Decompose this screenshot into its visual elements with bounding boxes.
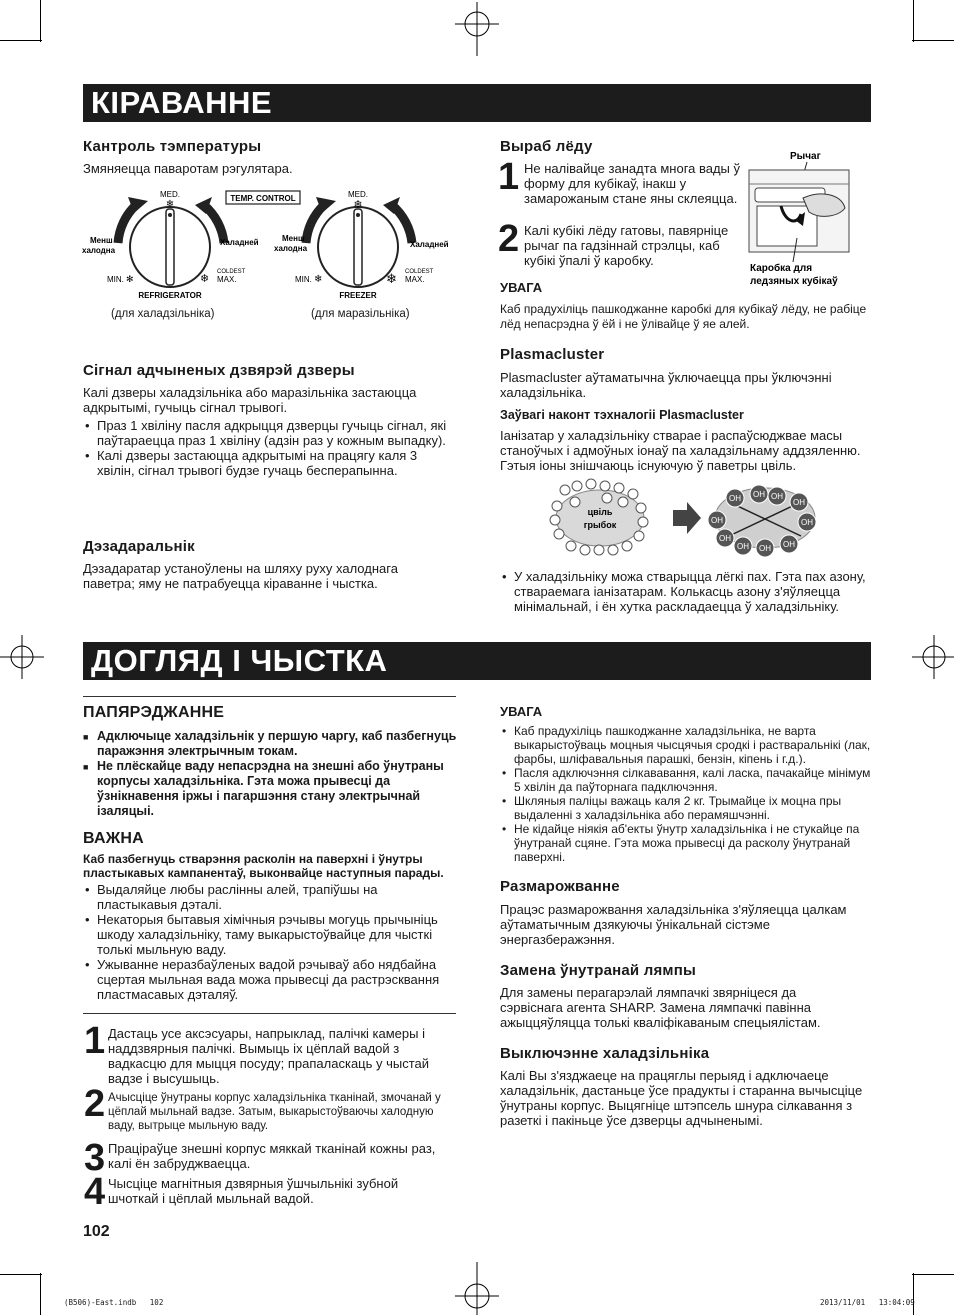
list-item: • Пасля адключэння сілкававання, калі ласка, пачакайце мінімум 5 хвілін да паўторнага падключэння. <box>500 766 874 794</box>
important-list <box>83 882 459 1002</box>
dial-med-label: MED. <box>160 190 180 199</box>
print-file-label: (B506)-East.indb 102 <box>64 1298 164 1307</box>
crop-mark <box>912 1274 954 1275</box>
dial-max-label: MAX. <box>217 275 237 284</box>
registration-mark-right <box>912 630 954 684</box>
crop-mark <box>40 0 41 42</box>
dial-coldest-label: COLDEST <box>217 269 246 275</box>
list-item: • Каб прадухіліць пашкоджанне халадзільніка, не варта выкарыстоўваць моцныя чысцячыя сродкі і растваральнікі (лак, фарбы, шліфавальныя парашкі, бензін, кіпень і г.д.). <box>500 724 874 766</box>
section-banner-usage <box>83 84 871 122</box>
registration-mark-left <box>0 630 44 684</box>
registration-mark-top <box>450 2 504 56</box>
list-item: ■ Адключыце халадзільнік у першую чаргу, каб пазбегнуць паражэння электрычным токам. <box>83 729 457 759</box>
section-title: КІРАВАННЕ <box>91 85 273 120</box>
important-heading: ВАЖНА <box>83 830 144 847</box>
warning-list <box>83 729 457 819</box>
lever-label: Рычаг <box>790 151 821 162</box>
ion-label: OH <box>783 540 795 549</box>
step-number: 4 <box>84 1171 106 1213</box>
cleaning-step-1-text: Дастаць усе аксэсуары, напрыклад, палічкі камеры і наддзвярныя палічкі. Вымыць іх цёплай вадой з вадкасцю для мыцця посуду; прапаласкаць у чыстай вадзе і высушыць. <box>108 1026 430 1086</box>
dial-med-label: MED. <box>348 190 368 199</box>
care-caution-list <box>500 724 874 864</box>
dial-min-label: MIN. <box>295 275 312 284</box>
ice-heading: Выраб лёду <box>500 138 593 155</box>
mold-cluster <box>550 479 648 555</box>
list-item: • Не кідайце ніякія аб'екты ўнутр халадзільніка і не стукайце па ўнутранай сцяне. Гэта можа прывесці да расколу ўнутранай паверхні. <box>500 822 874 864</box>
freezer-label: FREEZER <box>339 291 377 300</box>
temp-control-label: TEMP. CONTROL <box>230 194 296 203</box>
ice-caution-heading: УВАГА <box>500 280 543 295</box>
crop-mark <box>40 1273 41 1315</box>
ion-label: OH <box>793 498 805 507</box>
dial-coldest-label: COLDEST <box>405 269 434 275</box>
ice-box-label: Каробка для <box>750 263 813 274</box>
print-timestamp: 2013/11/01 13:04:09 <box>820 1298 915 1307</box>
snowflake-icon: ❄ <box>386 271 397 286</box>
deodorizer-text: Дэзадаратар устаноўлены на шляху руху халоднага паветра; яму не патрабуецца кіраванне і чыстка. <box>83 561 398 591</box>
list-item: • Праз 1 хвіліну пасля адкрыцця дзверцы гучыць сігнал, які паўтараецца праз 1 хвіліну (адзін раз у кожным выпадку). <box>83 418 455 448</box>
ion-label: OH <box>771 492 783 501</box>
lamp-heading: Замена ўнутранай лямпы <box>500 962 696 979</box>
colder-label: Халадней <box>220 238 259 247</box>
list-item: • Ужыванне неразбаўленых вадой рэчываў або нядбайна сцертая мыльная вада можа прывесці да растрэсквання пластмасавых дэталяў. <box>83 957 459 1002</box>
ice-maker-illustration <box>745 150 870 290</box>
freezer-dial <box>274 190 449 300</box>
crop-mark <box>0 1274 42 1275</box>
defrost-text: Працэс размарожвання халадзільніка з'яўляецца цалкам аўтаматычным дзякуючы ўнікальнай сістэме энергазберажэння. <box>500 902 847 947</box>
ice-step-2-text: Калі кубікі лёду гатовы, павярніце рычаг па гадзіннай стрэлцы, каб кубікі ўпалі ў каробку. <box>524 223 729 268</box>
section-title: ДОГЛЯД І ЧЫСТКА <box>91 643 388 678</box>
cleaning-step-3-text: Праціраўце знешні корпус мяккай тканінай кожны раз, калі ён забруджваецца. <box>108 1141 436 1171</box>
deodorizer-heading: Дэзадаральнік <box>83 538 195 555</box>
door-alarm-list <box>83 418 455 478</box>
step-number: 1 <box>84 1020 106 1062</box>
ion-label: OH <box>719 534 731 543</box>
step-number: 3 <box>84 1137 106 1179</box>
colder-label: Халадней <box>410 240 449 249</box>
less-cold-label: халодна <box>274 244 308 253</box>
section-banner-care <box>83 642 871 680</box>
plasmacluster-list <box>500 569 870 614</box>
ion-label: OH <box>801 518 813 527</box>
fridge-dial-caption: (для халадзільніка) <box>111 308 215 320</box>
cleaning-step-2-text: Ачысціце ўнутраны корпус халадзільніка тканінай, змочанай у цёплай мыльнай вадзе. Затым, выкарыстоўваючы халодную ваду, вытрыце мыльную ваду. <box>108 1092 441 1132</box>
fungus-label: грыбок <box>583 520 617 530</box>
dial-min-label: MIN. <box>107 275 124 284</box>
registration-mark-bottom <box>450 1262 504 1315</box>
crop-mark <box>0 40 42 41</box>
refrigerator-dial <box>82 190 259 300</box>
ion-cluster <box>708 485 816 557</box>
ion-label: OH <box>729 494 741 503</box>
list-item: • Выдаляйце любы раслінны алей, трапіўшы на пластыкавыя дэталі. <box>83 882 459 912</box>
step-number: 1 <box>498 156 520 198</box>
shutdown-text: Калі Вы з'язджаеце на працяглы перыяд і адключаеце халадзільнік, дастаньце ўсе прадукты і старанна вычысціце ўнутраны корпус. Выцягніце штэпсель шнура сілкавання з разеткі і пакіньце ўсе дзверцы адчыненымі. <box>500 1068 863 1128</box>
snowflake-icon: ❄ <box>314 274 323 285</box>
temperature-dials-diagram <box>78 183 470 303</box>
refrigerator-label: REFRIGERATOR <box>138 291 202 300</box>
list-item: ■ Не плёскайце ваду непасрэдна на знешні або ўнутраны корпусы халадзільніка. Гэта можа прывесці да ўзнікнавення іржы і пагаршэння стану электрычнай ізаляцыі. <box>83 759 457 819</box>
ion-label: OH <box>759 544 771 553</box>
snowflake-icon: ❄ <box>200 273 210 285</box>
step-number: 2 <box>498 218 520 260</box>
less-cold-label: Менш <box>282 234 305 243</box>
divider <box>83 696 456 697</box>
defrost-heading: Размарожванне <box>500 878 620 895</box>
snowflake-icon: ❄ <box>353 199 363 211</box>
ice-step-1-text: Не налівайце занадта многа вады ў форму для кубікаў, інакш у замарожаным стане яны склеяцца. <box>524 161 741 206</box>
plasmacluster-heading: Plasmacluster <box>500 346 605 363</box>
temp-control-text: Змяняецца паваротам рэгулятара. <box>83 161 293 176</box>
list-item: • У халадзільніку можа стварыцца лёгкі пах. Гэта пах азону, ствараемага іанізатарам. Колькасць азону з'яўляецца мінімальнай, і ён хутка раскладаецца ў халадзільніку. <box>500 569 870 614</box>
divider <box>83 1013 456 1014</box>
ion-label: OH <box>711 516 723 525</box>
ion-label: OH <box>737 542 749 551</box>
less-cold-label: халодна <box>82 246 116 255</box>
plasmacluster-text-2: Іанізатар у халадзільніку стварае і распаўсюджвае масы станоўчых і адмоўных іонаў па халадзільнаму аддзяленню. Гэтыя іоны знішчаюць існуючую ў паветры цвіль. <box>500 428 861 473</box>
lamp-text: Для замены перагарэлай лямпачкі звярніцеся да сэрвіснага агента SHARP. Замена лямпачкі павінна ажыццяўляцца толькі кваліфікаваным спецыялістам. <box>500 985 821 1030</box>
temp-control-tag <box>226 191 300 204</box>
ion-diagram <box>545 478 825 562</box>
crop-mark <box>912 40 954 41</box>
mold-label: цвіль <box>587 507 613 517</box>
snowflake-icon: ❄ <box>165 199 175 210</box>
temp-control-heading: Кантроль тэмпературы <box>83 138 262 155</box>
arrow-right-icon <box>673 502 701 534</box>
plasmacluster-subheading: Заўвагі наконт тэхналогіі Plasmacluster <box>500 408 744 422</box>
list-item: • Некаторыя бытавыя хімічныя рэчывы могуць прычыніць шкоду халадзільніку, таму выкарыстоўвайце для чысткі толькі мыльную ваду. <box>83 912 459 957</box>
door-alarm-text: Калі дзверы халадзільніка або маразільніка застаюцца адкрытымі, гучыць сігнал трывогі. <box>83 385 417 415</box>
freezer-dial-caption: (для маразільніка) <box>311 308 410 320</box>
crop-mark <box>913 0 914 42</box>
shutdown-heading: Выключэнне халадзільніка <box>500 1045 710 1062</box>
ion-label: OH <box>753 490 765 499</box>
warning-heading: ПАПЯРЭДЖАННЕ <box>83 704 225 721</box>
plasmacluster-text: Plasmacluster аўтаматычна ўключаецца пры ўключэнні халадзільніка. <box>500 370 832 400</box>
list-item: • Шкляныя паліцы важаць каля 2 кг. Трымайце іх моцна пры выдаленні з халадзільніка або перамяшчэнні. <box>500 794 874 822</box>
list-item: • Калі дзверы застаюцца адкрытымі на працягу каля 3 хвілін, сігнал трывогі будзе гучаць бесперапынна. <box>83 448 455 478</box>
dial-max-label: MAX. <box>405 275 425 284</box>
ice-caution-text: Каб прадухіліць пашкоджанне каробкі для кубікаў лёду, не рабіце лёд непасрэдна ў ёй і не ўлівайце ў яе алей. <box>500 302 867 331</box>
door-alarm-heading: Сігнал адчыненых дзвярэй дзверы <box>83 362 355 379</box>
less-cold-label: Менш <box>90 236 113 245</box>
crop-mark <box>913 1273 914 1315</box>
page-number: 102 <box>83 1223 110 1240</box>
care-caution-heading: УВАГА <box>500 704 543 719</box>
ice-box-label: ледзяных кубікаў <box>750 276 838 287</box>
step-number: 2 <box>84 1083 106 1125</box>
important-text: Каб пазбегнуць стварэння расколін на паверхні і ўнутры пластыкавых кампанентаў, выконвайце наступныя парады. <box>83 852 444 880</box>
cleaning-step-4-text: Чысціце магнітныя дзвярныя ўшчыльнікі зубной шчоткай і цёплай мыльнай вадой. <box>108 1176 399 1206</box>
snowflake-icon: ✻ <box>126 274 134 284</box>
